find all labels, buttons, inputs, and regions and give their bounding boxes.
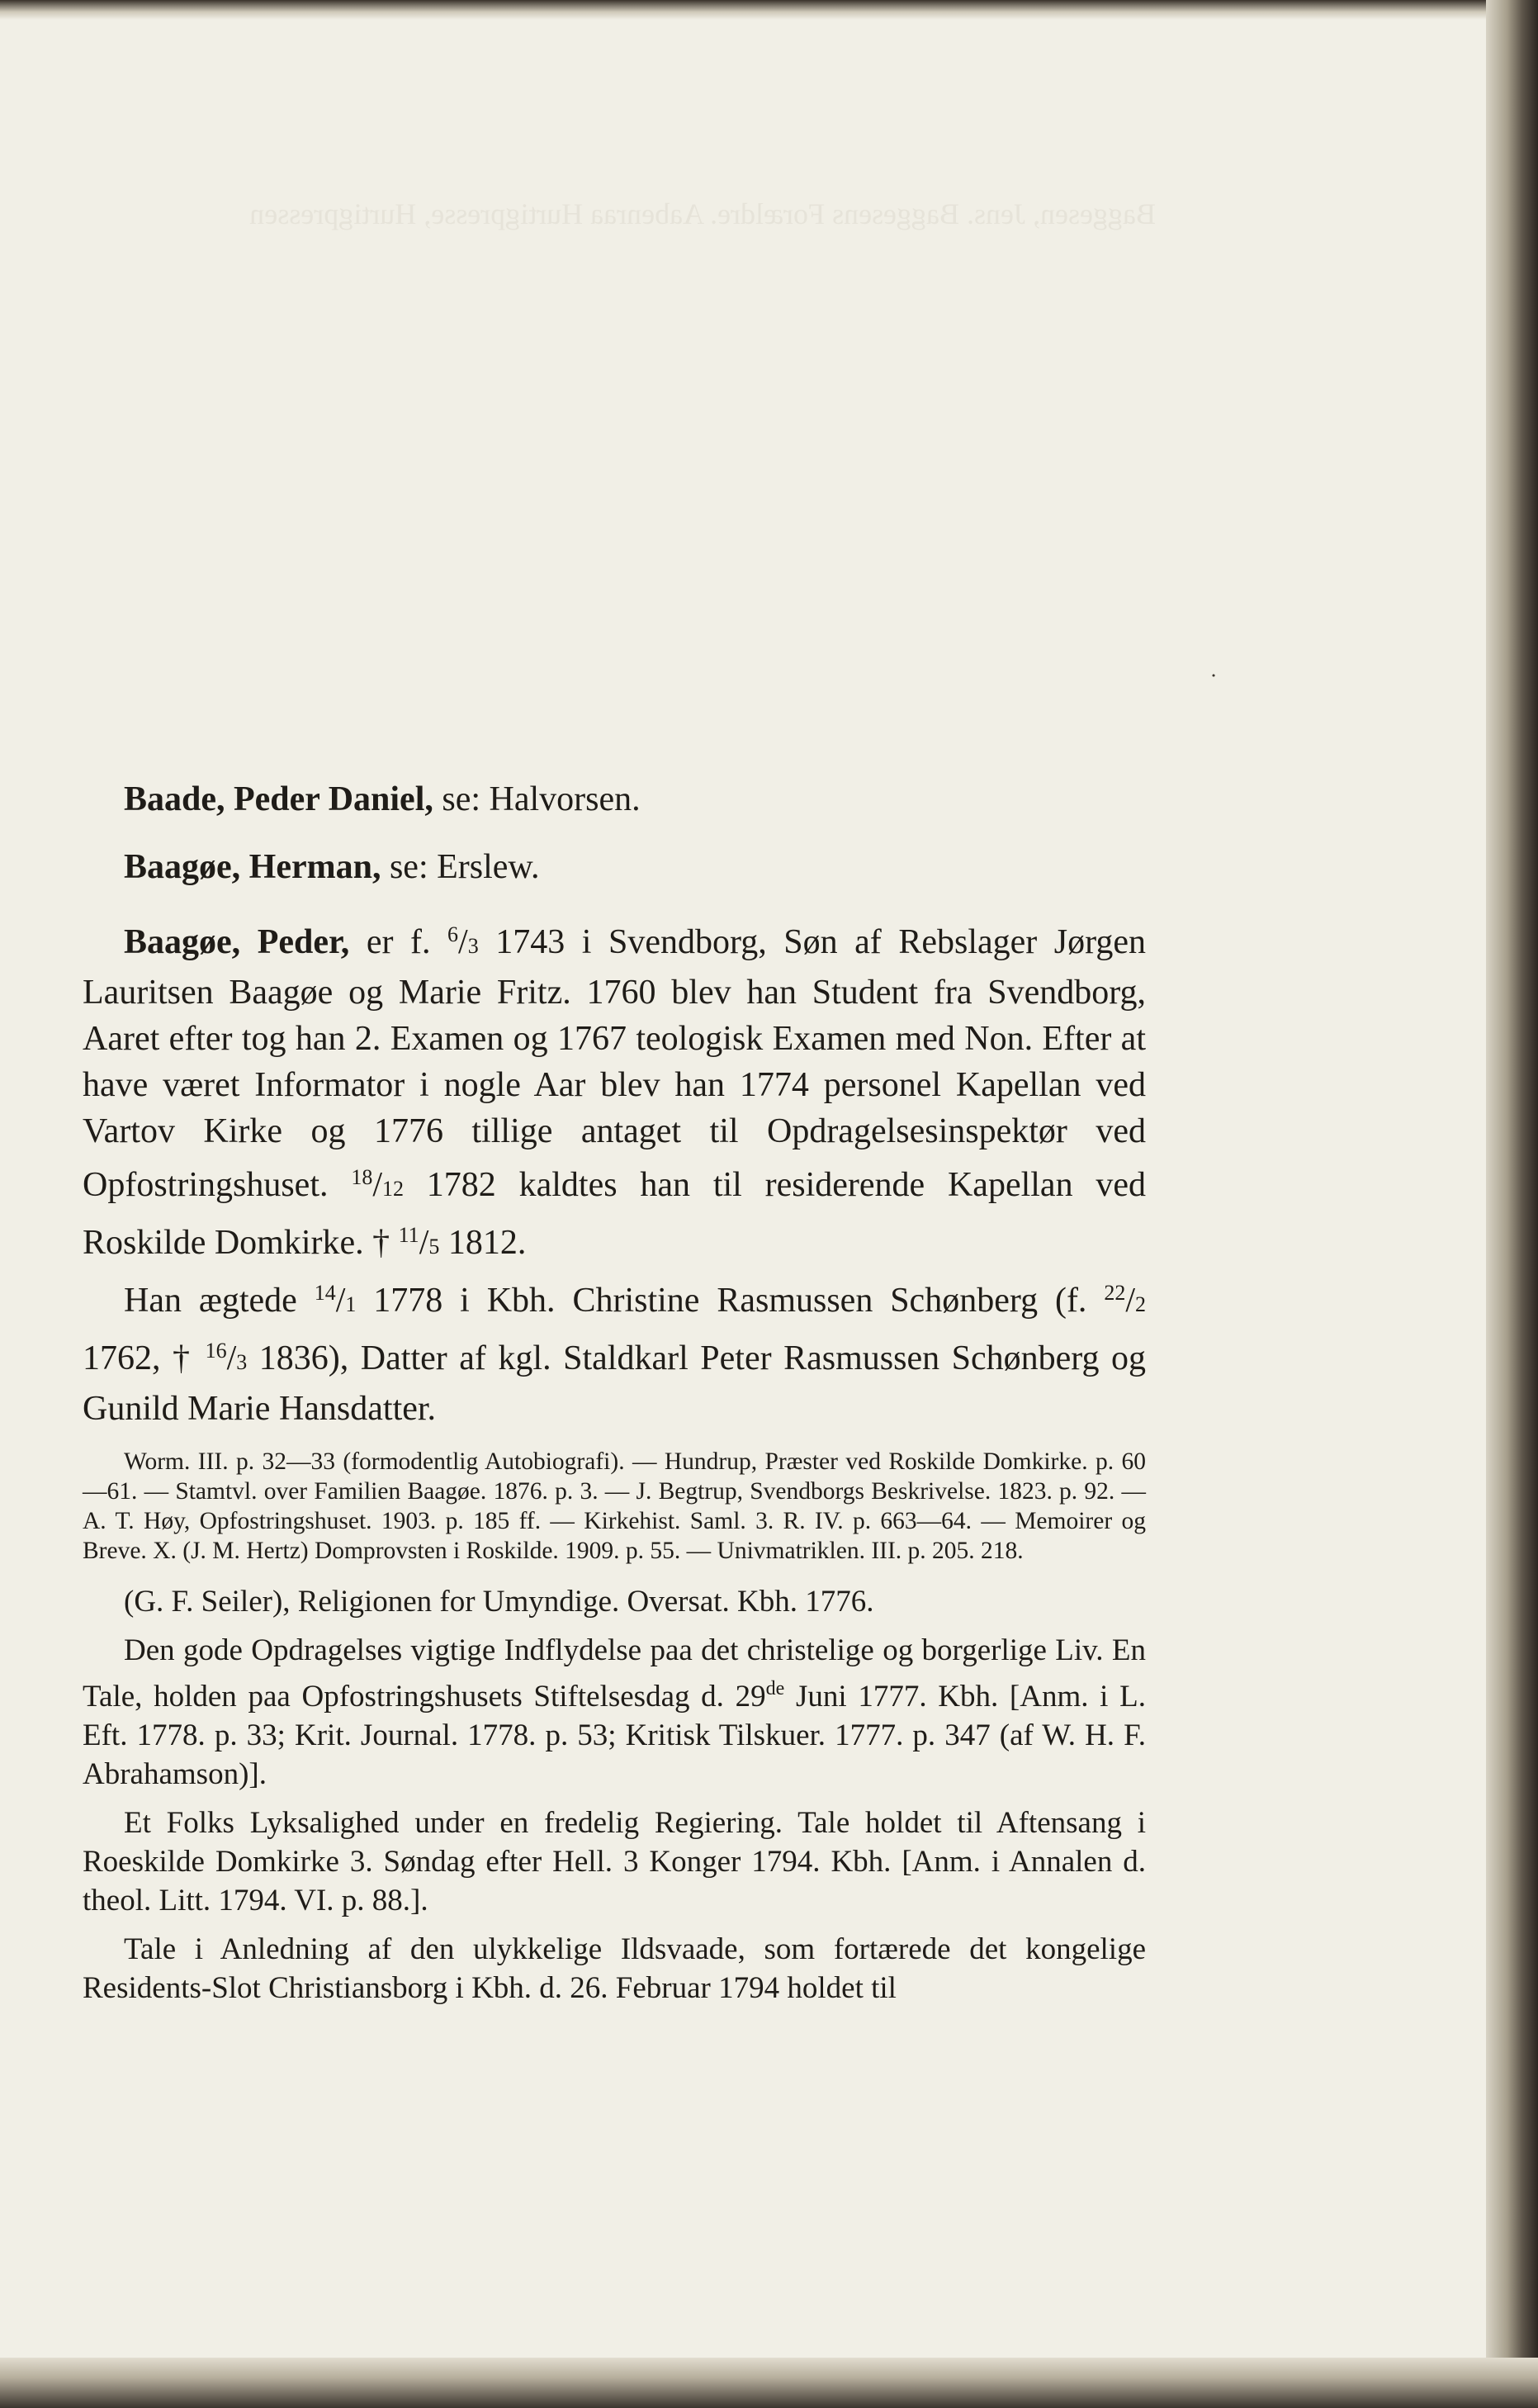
date-numerator: 16 (205, 1339, 227, 1363)
date-denominator: 5 (428, 1235, 440, 1259)
text-run: Den gode Opdragelses vigtige Indflydelse paa det christelige og borgerlige Liv. En Tale, holden paa Opfostringshusets Stiftelsesdag d. 29 (83, 1633, 1146, 1714)
date-denominator: 1 (345, 1292, 357, 1316)
entry-text: se: Halvorsen. (442, 780, 641, 818)
text-run: 1743 i Svendborg, Søn af Rebslager Jørgen Lauritsen Baagøe og Marie Fritz. 1760 blev han Student fra Svendborg, Aaret efter tog han 2. Examen og 1767 teologisk Examen med Non. Efter at have været Informator i nogle Aar blev han 1774 personel Kapellan ved Vartov Kirke og 1776 tillige antaget til Opdragelsesinspektør ved Opfostringshuset. (83, 923, 1147, 1204)
date-denominator: 3 (467, 934, 479, 958)
entry-baagoe-herman (83, 844, 1146, 890)
text-run: 1812. (447, 1224, 527, 1262)
date-numerator: 22 (1104, 1281, 1126, 1305)
date-numerator: 14 (314, 1281, 336, 1305)
work-item: Et Folks Lyksalighed under en fredelig Regiering. Tale holdet til Aftensang i Roeskilde Domkirke 3. Søndag efter Hell. 3 Konger 1794. Kbh. [Anm. i Annalen d. theol. Litt. 1794. VI. p. 88.]. (83, 1806, 1146, 1917)
work-item: Tale i Anledning af den ulykkelige Ildsvaade, som fortærede det kongelige Residents-Slot Christiansborg i Kbh. d. 26. Februar 1794 holdet til (83, 1932, 1146, 2005)
date-numerator: 18 (351, 1165, 373, 1189)
date-numerator: 6 (447, 922, 459, 946)
superscript: de (765, 1678, 785, 1699)
text-run: 1836), Datter af kgl. Staldkarl Peter Rasmussen Schønberg og Gunild Marie Hansdatter. (83, 1339, 1147, 1428)
text-run: 1778 i Kbh. Christine Rasmussen Schønberg (f. (373, 1282, 1087, 1320)
text-run: er f. (366, 923, 431, 961)
date-numerator: 11 (398, 1223, 419, 1247)
entry-name: Baagøe, Peder, (124, 923, 350, 961)
speck-mark: ˙ (1209, 669, 1218, 696)
work-item (83, 1631, 1146, 1794)
text-column (83, 776, 1146, 2017)
work-item: (G. F. Seiler), Religionen for Umyndige. Oversat. Kbh. 1776. (124, 1585, 874, 1619)
text-run: Han ægtede (124, 1282, 297, 1320)
bleed-through-text: Baggesen, Jens. Baggesens Forældre. Aabenraa Hurtigpresse, Hurtigpressen (249, 197, 1156, 230)
entry-text: se: Erslew. (389, 848, 540, 886)
entry-baade (83, 776, 1146, 822)
page-top-edge (0, 0, 1538, 20)
text-run: 1762, † (83, 1339, 194, 1377)
entry-name: Baade, Peder Daniel, (124, 780, 433, 818)
page-bottom-edge (0, 2358, 1538, 2408)
date-denominator: 12 (381, 1177, 404, 1201)
page-right-edge (1486, 0, 1538, 2408)
entry-baagoe-peder: Baagøe, Peder, er f. $^6$/3 1743 i Svendborg, Søn af Rebslager Jørgen Lauritsen Baagøe og Marie Fritz. 1760 blev han Student fra Svendborg, Aaret efter tog han 2. Examen og 1767 teologisk Examen med Non. Efter at have været Informator i nogle Aar blev han 1774 personel Kapellan ved Vartov Kirke og 1776 tillige antaget til Opdragelsesinspektør ved Opfostringshuset. $^{18}$/12 1782 kaldtes han til residerende Kapellan ved Roskilde Domkirke. † $^{11}$/5 1812. (83, 922, 1147, 1262)
entry-name: Baagøe, Herman, (124, 848, 381, 886)
sources-paragraph: Worm. III. p. 32—33 (formodentlig Autobiografi). — Hundrup, Præster ved Roskilde Domkirke. p. 60—61. — Stamtvl. over Familien Baagøe. 1876. p. 3. — J. Begtrup, Svendborgs Beskrivelse. 1823. p. 92. — A. T. Høy, Opfostringshuset. 1903. p. 185 ff. — Kirkehist. Saml. 3. R. IV. p. 663—64. — Memoirer og Breve. X. (J. M. Hertz) Domprovsten i Roskilde. 1909. p. 55. — Univmatriklen. III. p. 205. 218. (83, 1448, 1146, 1564)
marriage-paragraph: Han ægtede $^{14}$/1 1778 i Kbh. Christine Rasmussen Schønberg (f. $^{22}$/2 1762, † $^{16}$/3 1836), Datter af kgl. Staldkarl Peter Rasmussen Schønberg og Gunild Marie Hansdatter. (83, 1281, 1147, 1428)
date-denominator: 2 (1135, 1292, 1146, 1316)
text-run: 1782 kaldtes han til residerende Kapellan ved Roskilde Domkirke. † (83, 1166, 1147, 1262)
date-denominator: 3 (236, 1350, 248, 1374)
text-run: Juni 1777. Kbh. [Anm. i L. Eft. 1778. p. 33; Krit. Journal. 1778. p. 53; Kritisk Tilskuer. 1777. p. 347 (af W. H. F. Abrahamson)]. (83, 1680, 1146, 1791)
